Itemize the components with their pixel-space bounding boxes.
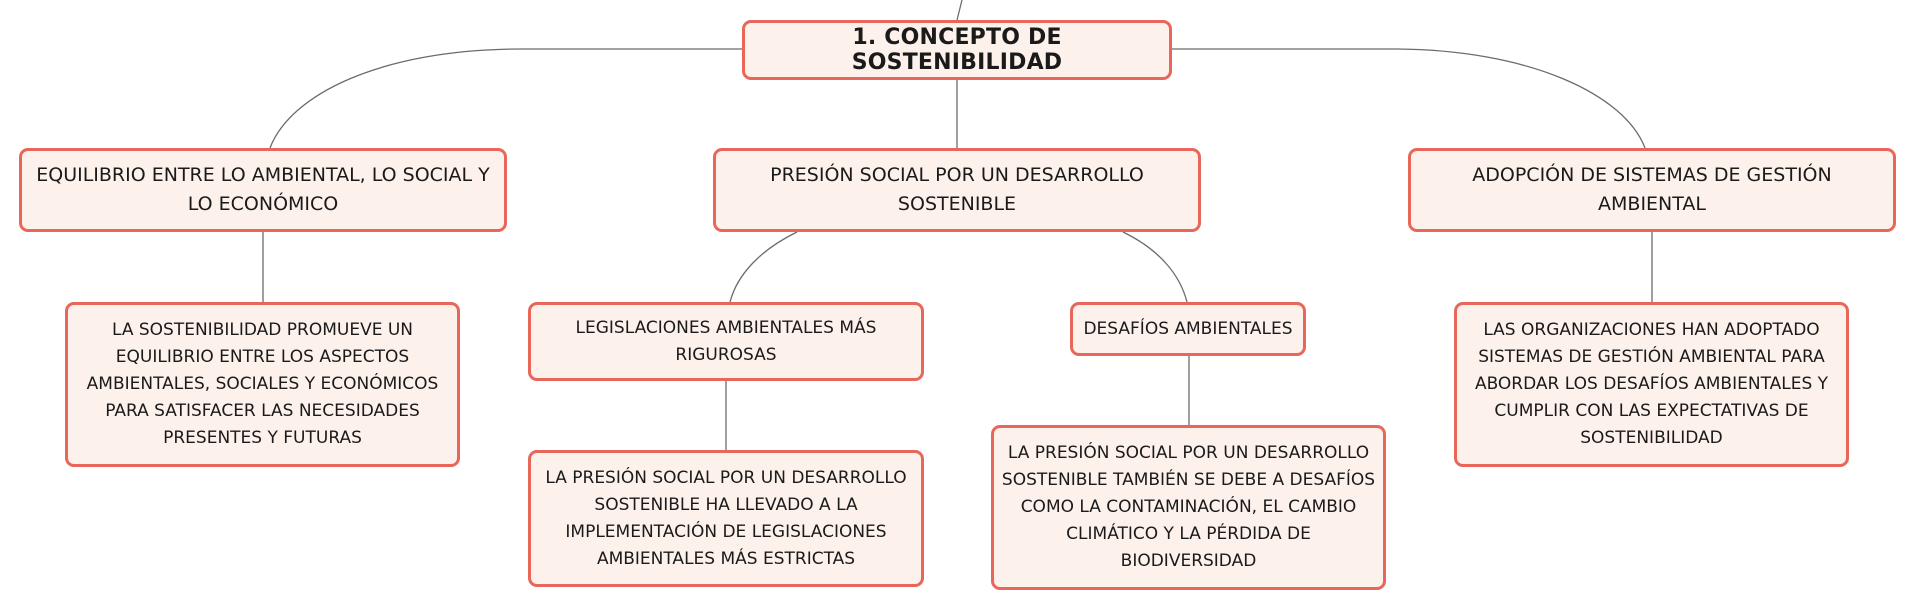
node-legislaciones-detail-text: LA PRESIÓN SOCIAL POR UN DESARROLLO SOSTENIBLE HA LLEVADO A LA IMPLEMENTACIÓN DE LEGISLACIONES AMBIENTALES MÁS ESTRICTAS	[545, 467, 907, 569]
node-equilibrio-detail-text: LA SOSTENIBILIDAD PROMUEVE UN EQUILIBRIO ENTRE LOS ASPECTOS AMBIENTALES, SOCIALES Y ECONÓMICOS PARA SATISFACER LAS NECESIDADES PRESENTES Y FUTURAS	[86, 320, 439, 448]
node-legislaciones-detail[interactable]	[528, 450, 924, 587]
connector-root-parent	[957, 0, 962, 20]
node-adopcion-detail-text: LAS ORGANIZACIONES HAN ADOPTADO SISTEMAS DE GESTIÓN AMBIENTAL PARA ABORDAR LOS DESAFÍOS AMBIENTALES Y CUMPLIR CON LAS EXPECTATIVAS DE SOSTENIBILIDAD	[1474, 320, 1829, 448]
connector-root-adopcion	[1172, 49, 1645, 148]
node-adopcion-detail[interactable]	[1454, 302, 1849, 467]
node-equilibrio-label: EQUILIBRIO ENTRE LO AMBIENTAL, LO SOCIAL Y LO ECONÓMICO	[36, 164, 490, 215]
node-desafios-detail[interactable]	[991, 425, 1386, 590]
node-desafios-detail-text: LA PRESIÓN SOCIAL POR UN DESARROLLO SOSTENIBLE TAMBIÉN SE DEBE A DESAFÍOS COMO LA CONTAMINACIÓN, EL CAMBIO CLIMÁTICO Y LA PÉRDIDA DE BIODIVERSIDAD	[1001, 443, 1376, 571]
connector-presion-desafios	[1123, 232, 1187, 302]
node-desafios[interactable]	[1070, 302, 1306, 356]
node-equilibrio[interactable]	[19, 148, 507, 232]
node-equilibrio-detail[interactable]	[65, 302, 460, 467]
connector-root-equilibrio	[270, 49, 742, 148]
node-legislaciones-label: LEGISLACIONES AMBIENTALES MÁS RIGUROSAS	[575, 317, 877, 365]
connector-presion-legislaciones	[730, 232, 797, 302]
root-node[interactable]	[742, 20, 1172, 80]
node-presion[interactable]	[713, 148, 1201, 232]
root-node-label: 1. CONCEPTO DE SOSTENIBILIDAD	[851, 25, 1063, 75]
node-legislaciones[interactable]	[528, 302, 924, 381]
node-adopcion-label: ADOPCIÓN DE SISTEMAS DE GESTIÓN AMBIENTAL	[1472, 164, 1832, 215]
node-adopcion[interactable]	[1408, 148, 1896, 232]
node-presion-label: PRESIÓN SOCIAL POR UN DESARROLLO SOSTENIBLE	[770, 164, 1144, 215]
node-desafios-label: DESAFÍOS AMBIENTALES	[1083, 318, 1293, 339]
